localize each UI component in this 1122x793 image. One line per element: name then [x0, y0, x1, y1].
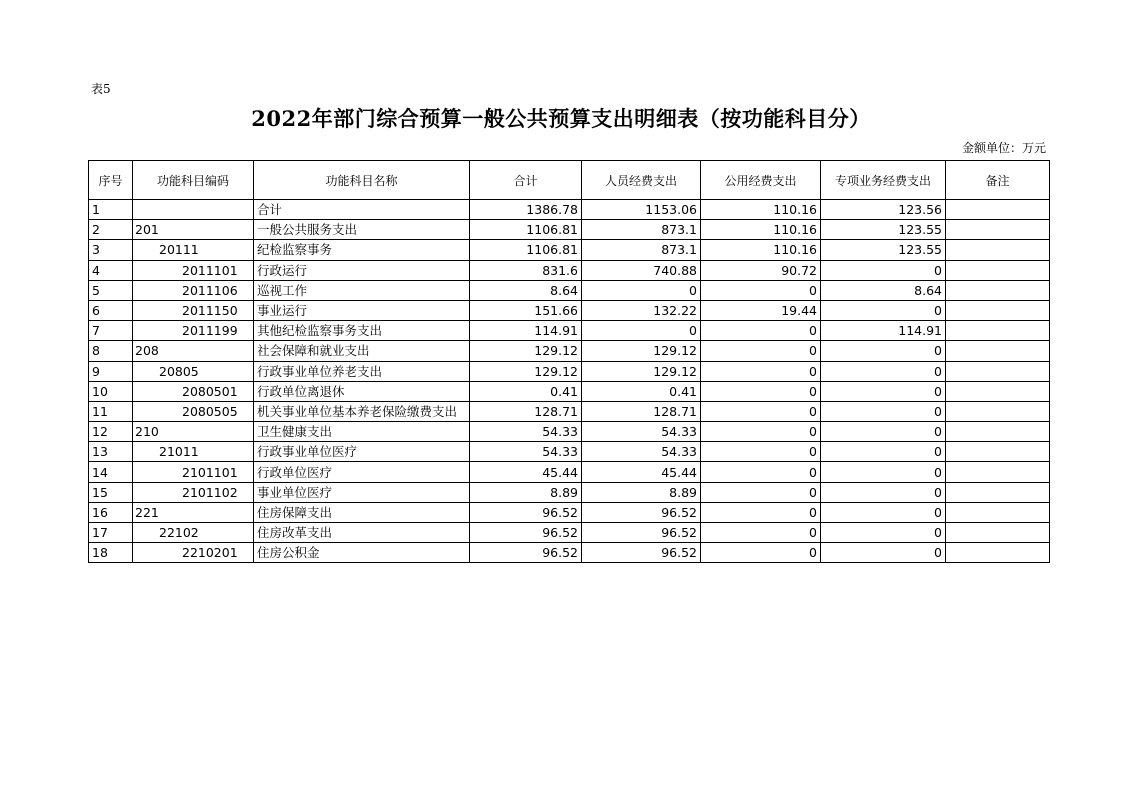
cell-total: 1106.81 — [470, 240, 582, 260]
cell-personnel: 54.33 — [582, 442, 701, 462]
cell-note — [946, 260, 1050, 280]
table-row — [89, 401, 1050, 421]
cell-public: 0 — [701, 381, 821, 401]
cell-total: 114.91 — [470, 321, 582, 341]
table-number-label: 表5 — [91, 82, 111, 96]
cell-note — [946, 543, 1050, 563]
cell-total: 1106.81 — [470, 220, 582, 240]
cell-name: 事业单位医疗 — [254, 482, 470, 502]
cell-seq: 8 — [89, 341, 133, 361]
table-row — [89, 341, 1050, 361]
table-row — [89, 442, 1050, 462]
cell-total: 96.52 — [470, 502, 582, 522]
cell-note — [946, 523, 1050, 543]
cell-name: 机关事业单位基本养老保险缴费支出 — [254, 401, 470, 421]
cell-note — [946, 220, 1050, 240]
cell-total: 0.41 — [470, 381, 582, 401]
cell-public: 0 — [701, 442, 821, 462]
cell-code: 2011106 — [133, 280, 254, 300]
cell-note — [946, 442, 1050, 462]
cell-special: 0 — [821, 523, 946, 543]
header-seq: 序号 — [89, 161, 133, 200]
cell-personnel: 128.71 — [582, 401, 701, 421]
cell-personnel: 1153.06 — [582, 200, 701, 220]
cell-personnel: 8.89 — [582, 482, 701, 502]
header-total: 合计 — [470, 161, 582, 200]
cell-name: 社会保障和就业支出 — [254, 341, 470, 361]
cell-seq: 7 — [89, 321, 133, 341]
cell-code: 2011101 — [133, 260, 254, 280]
cell-note — [946, 240, 1050, 260]
cell-personnel: 96.52 — [582, 502, 701, 522]
cell-public: 0 — [701, 361, 821, 381]
cell-public: 0 — [701, 341, 821, 361]
cell-code: 2011150 — [133, 300, 254, 320]
cell-code: 21011 — [133, 442, 254, 462]
cell-special: 0 — [821, 381, 946, 401]
cell-seq: 12 — [89, 422, 133, 442]
cell-code: 221 — [133, 502, 254, 522]
cell-personnel: 54.33 — [582, 422, 701, 442]
table-row — [89, 240, 1050, 260]
cell-name: 行政事业单位医疗 — [254, 442, 470, 462]
table-row — [89, 300, 1050, 320]
cell-note — [946, 381, 1050, 401]
cell-public: 110.16 — [701, 200, 821, 220]
header-function-code: 功能科目编码 — [133, 161, 254, 200]
cell-seq: 11 — [89, 401, 133, 421]
cell-public: 0 — [701, 401, 821, 421]
cell-seq: 1 — [89, 200, 133, 220]
cell-note — [946, 341, 1050, 361]
cell-public: 0 — [701, 523, 821, 543]
cell-special: 123.56 — [821, 200, 946, 220]
cell-code: 20111 — [133, 240, 254, 260]
cell-code: 208 — [133, 341, 254, 361]
cell-special: 114.91 — [821, 321, 946, 341]
cell-name: 巡视工作 — [254, 280, 470, 300]
cell-code: 210 — [133, 422, 254, 442]
cell-name: 行政单位医疗 — [254, 462, 470, 482]
header-function-name: 功能科目名称 — [254, 161, 470, 200]
amount-unit-label: 金额单位：万元 — [961, 141, 1046, 155]
cell-public: 0 — [701, 422, 821, 442]
table-row — [89, 482, 1050, 502]
cell-code — [133, 200, 254, 220]
cell-personnel: 96.52 — [582, 523, 701, 543]
cell-public: 0 — [701, 482, 821, 502]
cell-name: 卫生健康支出 — [254, 422, 470, 442]
table-row — [89, 200, 1050, 220]
cell-note — [946, 502, 1050, 522]
cell-name: 合计 — [254, 200, 470, 220]
cell-total: 8.89 — [470, 482, 582, 502]
cell-name: 行政单位离退休 — [254, 381, 470, 401]
cell-name: 一般公共服务支出 — [254, 220, 470, 240]
cell-personnel: 96.52 — [582, 543, 701, 563]
cell-code: 201 — [133, 220, 254, 240]
cell-public: 110.16 — [701, 240, 821, 260]
cell-total: 54.33 — [470, 422, 582, 442]
cell-seq: 18 — [89, 543, 133, 563]
cell-seq: 14 — [89, 462, 133, 482]
cell-name: 事业运行 — [254, 300, 470, 320]
cell-seq: 4 — [89, 260, 133, 280]
cell-seq: 2 — [89, 220, 133, 240]
cell-note — [946, 321, 1050, 341]
cell-personnel: 129.12 — [582, 341, 701, 361]
table-row — [89, 462, 1050, 482]
cell-special: 0 — [821, 260, 946, 280]
cell-special: 0 — [821, 341, 946, 361]
table-row — [89, 280, 1050, 300]
cell-total: 129.12 — [470, 361, 582, 381]
cell-personnel: 0 — [582, 280, 701, 300]
cell-total: 129.12 — [470, 341, 582, 361]
cell-name: 住房公积金 — [254, 543, 470, 563]
header-personnel-expense: 人员经费支出 — [582, 161, 701, 200]
cell-personnel: 0.41 — [582, 381, 701, 401]
cell-total: 151.66 — [470, 300, 582, 320]
cell-total: 54.33 — [470, 442, 582, 462]
cell-personnel: 45.44 — [582, 462, 701, 482]
cell-public: 0 — [701, 280, 821, 300]
table-row — [89, 381, 1050, 401]
cell-seq: 6 — [89, 300, 133, 320]
cell-special: 123.55 — [821, 240, 946, 260]
cell-public: 0 — [701, 543, 821, 563]
cell-total: 96.52 — [470, 543, 582, 563]
cell-special: 0 — [821, 502, 946, 522]
cell-public: 90.72 — [701, 260, 821, 280]
cell-total: 96.52 — [470, 523, 582, 543]
cell-code: 2101102 — [133, 482, 254, 502]
table-row — [89, 523, 1050, 543]
cell-public: 19.44 — [701, 300, 821, 320]
cell-note — [946, 280, 1050, 300]
cell-code: 20805 — [133, 361, 254, 381]
cell-name: 行政事业单位养老支出 — [254, 361, 470, 381]
table-header-row — [89, 161, 1050, 200]
cell-personnel: 132.22 — [582, 300, 701, 320]
cell-public: 0 — [701, 462, 821, 482]
table-row — [89, 321, 1050, 341]
cell-total: 831.6 — [470, 260, 582, 280]
cell-code: 2080501 — [133, 381, 254, 401]
cell-special: 0 — [821, 462, 946, 482]
cell-special: 0 — [821, 401, 946, 421]
table-row — [89, 220, 1050, 240]
cell-public: 0 — [701, 502, 821, 522]
cell-special: 0 — [821, 422, 946, 442]
cell-public: 110.16 — [701, 220, 821, 240]
cell-special: 123.55 — [821, 220, 946, 240]
cell-seq: 16 — [89, 502, 133, 522]
cell-special: 0 — [821, 543, 946, 563]
table-row — [89, 422, 1050, 442]
cell-code: 22102 — [133, 523, 254, 543]
cell-code: 2101101 — [133, 462, 254, 482]
cell-personnel: 873.1 — [582, 220, 701, 240]
cell-name: 行政运行 — [254, 260, 470, 280]
cell-note — [946, 361, 1050, 381]
cell-seq: 9 — [89, 361, 133, 381]
cell-name: 纪检监察事务 — [254, 240, 470, 260]
cell-note — [946, 200, 1050, 220]
cell-code: 2080505 — [133, 401, 254, 421]
cell-public: 0 — [701, 321, 821, 341]
cell-code: 2011199 — [133, 321, 254, 341]
cell-note — [946, 401, 1050, 421]
header-special-expense: 专项业务经费支出 — [821, 161, 946, 200]
document-title: 2022年部门综合预算一般公共预算支出明细表（按功能科目分） — [251, 106, 871, 131]
cell-note — [946, 482, 1050, 502]
cell-name: 其他纪检监察事务支出 — [254, 321, 470, 341]
cell-seq: 5 — [89, 280, 133, 300]
cell-note — [946, 462, 1050, 482]
budget-expenditure-table — [88, 160, 1050, 563]
cell-special: 0 — [821, 300, 946, 320]
table-row — [89, 543, 1050, 563]
cell-code: 2210201 — [133, 543, 254, 563]
header-public-expense: 公用经费支出 — [701, 161, 821, 200]
table-row — [89, 260, 1050, 280]
cell-note — [946, 300, 1050, 320]
cell-name: 住房保障支出 — [254, 502, 470, 522]
cell-personnel: 873.1 — [582, 240, 701, 260]
cell-total: 8.64 — [470, 280, 582, 300]
cell-name: 住房改革支出 — [254, 523, 470, 543]
cell-total: 45.44 — [470, 462, 582, 482]
cell-seq: 10 — [89, 381, 133, 401]
cell-seq: 13 — [89, 442, 133, 462]
cell-special: 0 — [821, 482, 946, 502]
cell-special: 0 — [821, 442, 946, 462]
cell-personnel: 740.88 — [582, 260, 701, 280]
cell-special: 0 — [821, 361, 946, 381]
cell-total: 1386.78 — [470, 200, 582, 220]
cell-note — [946, 422, 1050, 442]
table-row — [89, 361, 1050, 381]
header-note: 备注 — [946, 161, 1050, 200]
cell-total: 128.71 — [470, 401, 582, 421]
cell-seq: 15 — [89, 482, 133, 502]
cell-personnel: 0 — [582, 321, 701, 341]
table-row — [89, 502, 1050, 522]
cell-seq: 17 — [89, 523, 133, 543]
cell-special: 8.64 — [821, 280, 946, 300]
cell-seq: 3 — [89, 240, 133, 260]
cell-personnel: 129.12 — [582, 361, 701, 381]
